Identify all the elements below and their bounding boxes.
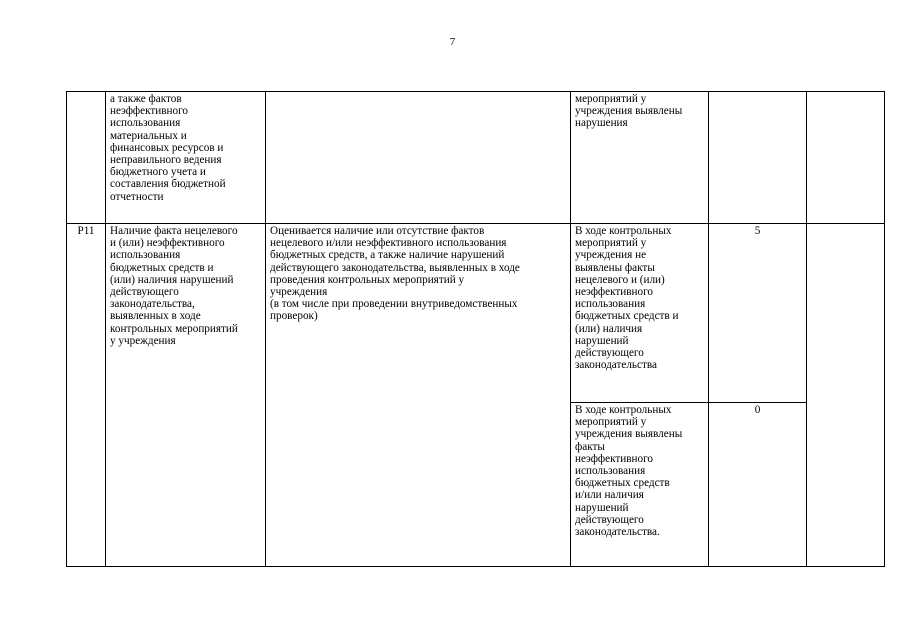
page-number: 7	[449, 36, 456, 48]
criterion-cell: мероприятий у учреждения выявлены нарушения	[571, 92, 709, 224]
row-code-cell: P11	[67, 224, 106, 567]
description-cell	[266, 92, 571, 224]
criterion-cell: В ходе контрольных мероприятий у учреждения выявлены факты неэффективного использования бюджетных средств и/или наличия нарушений действующего законодательства.	[571, 403, 709, 567]
score-cell: 5	[709, 224, 807, 403]
row-code-cell	[67, 92, 106, 224]
table-row	[67, 92, 885, 224]
criteria-table	[66, 91, 885, 567]
score-cell: 0	[709, 403, 807, 567]
criterion-cell: В ходе контрольных мероприятий у учреждения не выявлены факты нецелевого и (или) неэффективного использования бюджетных средств и (или) наличия нарушений действующего законодательства	[571, 224, 709, 403]
extra-cell	[807, 92, 885, 224]
table-row	[67, 224, 885, 403]
extra-cell	[807, 224, 885, 567]
score-cell	[709, 92, 807, 224]
indicator-cell: Наличие факта нецелевого и (или) неэффективного использования бюджетных средств и (или) наличия нарушений действующего законодательства, выявленных в ходе контрольных мероприятий у учреждения	[106, 224, 266, 567]
indicator-cell: а также фактов неэффективного использования материальных и финансовых ресурсов и неправильного ведения бюджетного учета и составления бюджетной отчетности	[106, 92, 266, 224]
description-cell: Оценивается наличие или отсутствие фактов нецелевого и/или неэффективного использования бюджетных средств, а также наличие нарушений действующего законодательства, выявленных в ходе проведения контрольных мероприятий у учреждения (в том числе при проведении внутриведомственных проверок)	[266, 224, 571, 567]
